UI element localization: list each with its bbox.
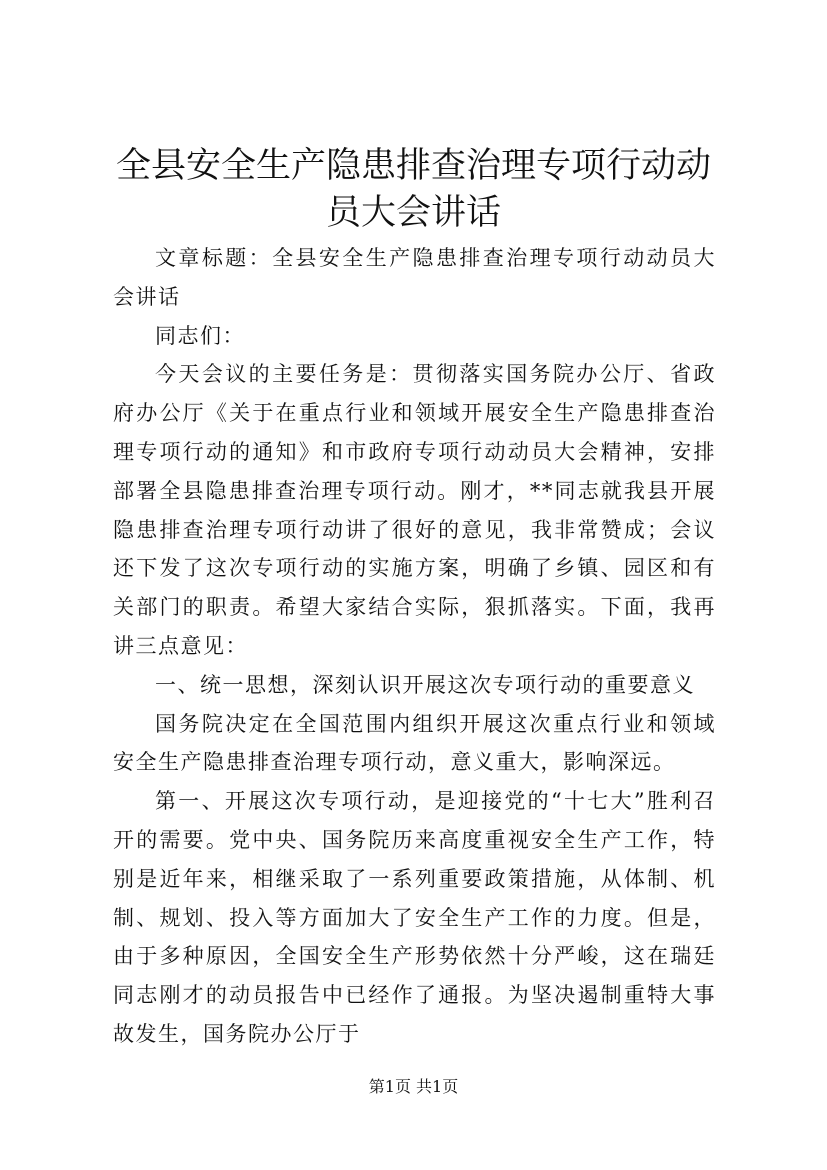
- section-heading-paragraph: 一、统一思想，深刻认识开展这次专项行动的重要意义: [155, 672, 695, 697]
- first-point-paragraph: 第一、开展这次专项行动，是迎接党的“十七大”胜利召开的需要。党中央、国务院历来高度重视安全生产工作，特别是近年来，相继采取了一系列重要政策措施，从体制、机制、规划、投入等方面加大了安全生产工作的力度。但是，由于多种原因，全国安全生产形势依然十分严峻，这在瑞廷同志刚才的动员报告中已经作了通报。为坚决遏制重特大事故发生，国务院办公厅于: [113, 789, 716, 1046]
- page-number-footer: 第1页 共1页: [368, 1077, 459, 1096]
- significance-paragraph: 国务院决定在全国范围内组织开展这次重点行业和领域安全生产隐患排查治理专项行动，意义重大，影响深远。: [113, 711, 716, 775]
- article-title-paragraph: 文章标题：全县安全生产隐患排查治理专项行动动员大会讲话: [113, 246, 716, 309]
- document-body: [113, 239, 716, 1054]
- meeting-task-paragraph: 今天会议的主要任务是：贯彻落实国务院办公厅、省政府办公厅《关于在重点行业和领域开展安全生产隐患排查治理专项行动的通知》和市政府专项行动动员大会精神，安排部署全县隐患排查治理专项行动。刚才，**同志就我县开展隐患排查治理专项行动讲了很好的意见，我非常赞成；会议还下发了这次专项行动的实施方案，明确了乡镇、园区和有关部门的职责。希望大家结合实际，狠抓落实。下面，我再讲三点意见：: [113, 362, 716, 658]
- document-title: 全县安全生产隐患排查治理专项行动动员大会讲话: [115, 146, 711, 233]
- salutation-paragraph: 同志们：: [155, 323, 245, 348]
